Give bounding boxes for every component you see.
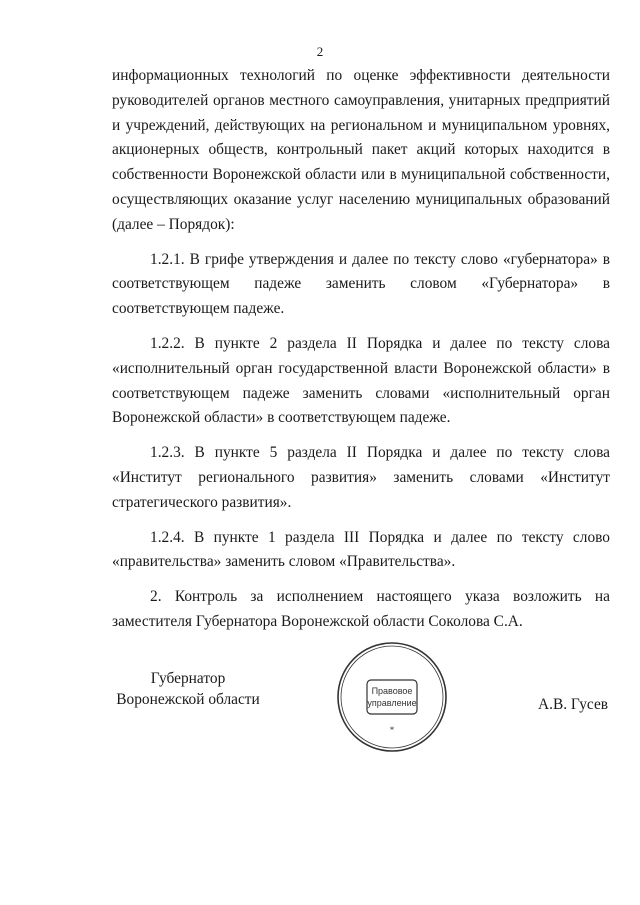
item-2-control: 2. Контроль за исполнением настоящего указа возложить на заместителя Губернатора Воронежской области Соколова С.А.: [112, 588, 610, 630]
stamp-center-line2: управление: [367, 698, 417, 708]
document-body: [112, 64, 610, 645]
stamp-seal-icon: [336, 641, 448, 753]
item-1-2-4: 1.2.4. В пункте 1 раздела III Порядка и далее по тексту слово «правительства» заменить словом «Правительства».: [112, 528, 610, 571]
stamp-star-icon: *: [389, 725, 395, 735]
page-number: 2: [316, 44, 324, 59]
item-1-2-2: 1.2.2. В пункте 2 раздела II Порядка и далее по тексту слова «исполнительный орган государственной власти Воронежской области» в соответствующем падеже заменить словами «исполнительный орган Воронежской области» в соответствующем падеже.: [112, 334, 610, 427]
legal-department-stamp: [336, 641, 448, 753]
stamp-center-line1: Правовое: [371, 686, 413, 696]
signatory-position-line1: Губернатор: [150, 670, 226, 687]
signatory-name: А.В. Гусев: [538, 696, 609, 713]
item-1-2-3: 1.2.3. В пункте 5 раздела II Порядка и далее по тексту слова «Институт регионального развития» заменить словами «Институт стратегического развития».: [112, 444, 610, 511]
item-1-2-1: 1.2.1. В грифе утверждения и далее по тексту слово «губернатора» в соответствующем падеже заменить словом «Губернатора» в соответствующем падеже.: [112, 250, 610, 318]
signatory-position-line2: Воронежской области: [116, 691, 260, 708]
intro-paragraph: информационных технологий по оценке эффективности деятельности руководителей органов местного самоуправления, унитарных предприятий и учреждений, действующих на региональном и муниципальном уровнях, акционерных обществ, контрольный пакет акций которых находится в собственности Воронежской области или в муниципальной собственности, осуществляющих оказание услуг населению муниципальных образований (далее – Порядок):: [112, 67, 610, 233]
signatory-title: [108, 668, 268, 710]
